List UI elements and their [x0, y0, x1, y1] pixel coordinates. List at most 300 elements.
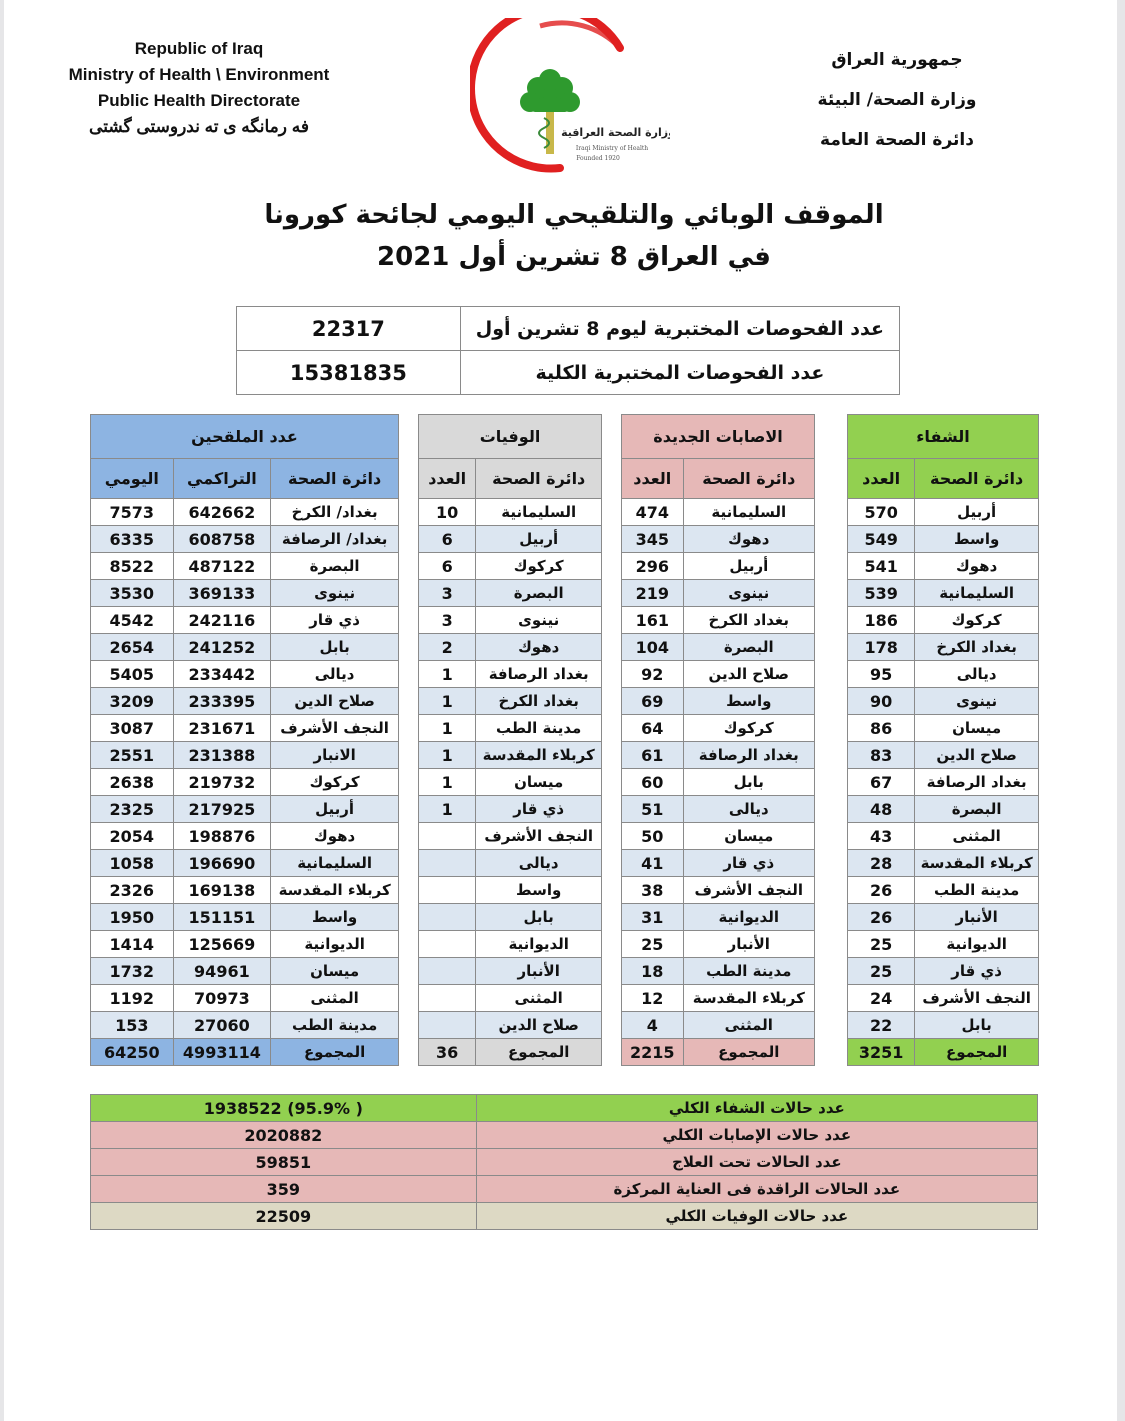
- cell-region: ديالى: [271, 661, 399, 688]
- recoveries-table: [847, 414, 1039, 1066]
- tests-row-total: [237, 351, 900, 395]
- table-row: [848, 796, 1039, 823]
- cell-region: ذي قار: [271, 607, 399, 634]
- table-row: [91, 661, 399, 688]
- cell-region: مدينة الطب: [271, 1012, 399, 1039]
- deaths-total-label: المجموع: [476, 1039, 602, 1066]
- cell-count: 25: [848, 958, 915, 985]
- header-kurdish-line: فه رمانگه ی ته ندروستی گشتی: [89, 117, 309, 136]
- table-row: [91, 904, 399, 931]
- deaths-title: الوفيات: [419, 415, 602, 459]
- table-row: [91, 850, 399, 877]
- cell-cumulative: 231671: [173, 715, 271, 742]
- table-row: [848, 715, 1039, 742]
- recoveries-total-label: المجموع: [915, 1039, 1039, 1066]
- cell-count: 1: [419, 769, 476, 796]
- cell-region: ديالى: [683, 796, 814, 823]
- cell-count: 1: [419, 715, 476, 742]
- cell-region: البصرة: [476, 580, 602, 607]
- table-row: [622, 823, 815, 850]
- cell-daily: 7573: [91, 499, 174, 526]
- table-row: [419, 1012, 602, 1039]
- table-row: [622, 769, 815, 796]
- header-english: [44, 36, 354, 140]
- cell-daily: 1414: [91, 931, 174, 958]
- table-row: [622, 499, 815, 526]
- cell-daily: 2654: [91, 634, 174, 661]
- cell-region: المثنى: [476, 985, 602, 1012]
- deaths-total-value: 36: [419, 1039, 476, 1066]
- recoveries-col-region: دائرة الصحة: [915, 459, 1039, 499]
- table-row: [419, 580, 602, 607]
- cell-count: 570: [848, 499, 915, 526]
- table-row: [91, 607, 399, 634]
- cell-count: 1: [419, 688, 476, 715]
- cell-count: 549: [848, 526, 915, 553]
- cell-region: دهوك: [271, 823, 399, 850]
- table-row: [419, 661, 602, 688]
- table-row: [622, 796, 815, 823]
- cell-region: واسط: [271, 904, 399, 931]
- table-row: [622, 553, 815, 580]
- header-arabic: [797, 40, 997, 160]
- cell-region: المثنى: [915, 823, 1039, 850]
- cell-count: 12: [622, 985, 684, 1012]
- vaccinated-total-label: المجموع: [271, 1039, 399, 1066]
- table-row: [848, 499, 1039, 526]
- table-row: [91, 688, 399, 715]
- cell-count: 4: [622, 1012, 684, 1039]
- cell-daily: 153: [91, 1012, 174, 1039]
- table-row: [622, 877, 815, 904]
- cell-daily: 2551: [91, 742, 174, 769]
- table-row: [91, 985, 399, 1012]
- cell-count: 3: [419, 607, 476, 634]
- recoveries-total-row: [848, 1039, 1039, 1066]
- cell-region: بغداد الكرخ: [683, 607, 814, 634]
- cell-region: كركوك: [915, 607, 1039, 634]
- tests-row-daily: [237, 307, 900, 351]
- cell-region: نينوى: [683, 580, 814, 607]
- cell-cumulative: 125669: [173, 931, 271, 958]
- cell-count: 86: [848, 715, 915, 742]
- report-title: [234, 194, 914, 278]
- tests-daily-value: 22317: [237, 307, 461, 351]
- vaccinated-col-cumulative: التراكمي: [173, 459, 271, 499]
- table-row: [622, 904, 815, 931]
- cell-cumulative: 242116: [173, 607, 271, 634]
- cell-count: [419, 850, 476, 877]
- cell-count: [419, 985, 476, 1012]
- cell-count: 539: [848, 580, 915, 607]
- table-row: [91, 526, 399, 553]
- cell-count: 41: [622, 850, 684, 877]
- cell-count: 25: [848, 931, 915, 958]
- cell-region: بغداد/ الكرخ: [271, 499, 399, 526]
- cell-count: 24: [848, 985, 915, 1012]
- cell-region: الديوانية: [476, 931, 602, 958]
- cell-cumulative: 27060: [173, 1012, 271, 1039]
- table-row: [419, 796, 602, 823]
- cell-count: 474: [622, 499, 684, 526]
- new-cases-col-count: العدد: [622, 459, 684, 499]
- cell-region: السليمانية: [476, 499, 602, 526]
- table-row: [622, 985, 815, 1012]
- table-row: [419, 742, 602, 769]
- cell-daily: 8522: [91, 553, 174, 580]
- table-row: [419, 526, 602, 553]
- cell-count: [419, 1012, 476, 1039]
- table-row: [91, 742, 399, 769]
- cell-count: 1: [419, 796, 476, 823]
- table-row: [622, 850, 815, 877]
- cell-cumulative: 198876: [173, 823, 271, 850]
- table-row: [848, 607, 1039, 634]
- cell-region: أربيل: [476, 526, 602, 553]
- cell-region: البصرة: [683, 634, 814, 661]
- table-row: [622, 931, 815, 958]
- cell-region: واسط: [476, 877, 602, 904]
- cell-region: صلاح الدين: [271, 688, 399, 715]
- cell-region: كربلاء المقدسة: [271, 877, 399, 904]
- cell-count: 541: [848, 553, 915, 580]
- new-cases-table: [621, 414, 815, 1066]
- cell-region: الأنبار: [683, 931, 814, 958]
- table-row: [622, 1012, 815, 1039]
- table-row: [848, 580, 1039, 607]
- header-ar-line-1: جمهورية العراق: [831, 50, 963, 70]
- table-row: [622, 661, 815, 688]
- cell-region: ميسان: [271, 958, 399, 985]
- cell-count: 296: [622, 553, 684, 580]
- cell-count: 104: [622, 634, 684, 661]
- table-row: [848, 877, 1039, 904]
- cell-daily: 5405: [91, 661, 174, 688]
- table-row: [622, 688, 815, 715]
- summary-row-total-deaths: [91, 1203, 1038, 1230]
- table-row: [848, 526, 1039, 553]
- table-row: [622, 742, 815, 769]
- cell-cumulative: 151151: [173, 904, 271, 931]
- table-row: [91, 553, 399, 580]
- cell-region: النجف الأشرف: [476, 823, 602, 850]
- table-row: [848, 958, 1039, 985]
- svg-text:Iraqi Ministry of Health: Iraqi Ministry of Health: [575, 145, 649, 152]
- cell-region: نينوى: [271, 580, 399, 607]
- cell-region: كركوك: [683, 715, 814, 742]
- recoveries-col-count: العدد: [848, 459, 915, 499]
- summary-row-total-recoveries: [91, 1095, 1038, 1122]
- ministry-logo-icon: [470, 18, 670, 178]
- cell-count: 178: [848, 634, 915, 661]
- cell-region: واسط: [683, 688, 814, 715]
- title-line-2: في العراق 8 تشرين أول 2021: [377, 242, 771, 272]
- table-row: [419, 850, 602, 877]
- tests-daily-label: عدد الفحوصات المختبرية ليوم 8 تشرين أول: [460, 307, 899, 351]
- cell-cumulative: 608758: [173, 526, 271, 553]
- vaccinated-total-cumulative: 4993114: [173, 1039, 271, 1066]
- table-row: [419, 499, 602, 526]
- cell-region: الديوانية: [683, 904, 814, 931]
- cell-region: ميسان: [476, 769, 602, 796]
- table-row: [848, 1012, 1039, 1039]
- cell-count: 31: [622, 904, 684, 931]
- cell-daily: 2325: [91, 796, 174, 823]
- cell-region: السليمانية: [683, 499, 814, 526]
- cell-region: دهوك: [476, 634, 602, 661]
- summary-table: [90, 1094, 1038, 1230]
- cell-cumulative: 169138: [173, 877, 271, 904]
- cell-count: 50: [622, 823, 684, 850]
- table-row: [848, 742, 1039, 769]
- cell-region: دهوك: [915, 553, 1039, 580]
- cell-region: بغداد الرصافة: [476, 661, 602, 688]
- cell-count: [419, 823, 476, 850]
- cell-count: 48: [848, 796, 915, 823]
- table-row: [91, 823, 399, 850]
- cell-daily: 1950: [91, 904, 174, 931]
- summary-row-under-treatment: [91, 1149, 1038, 1176]
- table-row: [848, 688, 1039, 715]
- cell-daily: 1192: [91, 985, 174, 1012]
- table-row: [848, 823, 1039, 850]
- cell-cumulative: 233442: [173, 661, 271, 688]
- table-row: [848, 634, 1039, 661]
- summary-label: عدد حالات الإصابات الكلي: [476, 1122, 1037, 1149]
- title-line-1: الموقف الوبائي والتلقيحي اليومي لجائحة كورونا: [264, 200, 884, 230]
- cell-region: البصرة: [271, 553, 399, 580]
- table-row: [419, 553, 602, 580]
- summary-label: عدد الحالات تحت العلاج: [476, 1149, 1037, 1176]
- cell-count: [419, 904, 476, 931]
- summary-value: 359: [91, 1176, 477, 1203]
- cell-region: كربلاء المقدسة: [915, 850, 1039, 877]
- table-row: [419, 958, 602, 985]
- cell-count: 92: [622, 661, 684, 688]
- new-cases-total-row: [622, 1039, 815, 1066]
- cell-count: [419, 958, 476, 985]
- table-row: [848, 769, 1039, 796]
- table-row: [91, 715, 399, 742]
- cell-region: ديالى: [915, 661, 1039, 688]
- cell-count: 186: [848, 607, 915, 634]
- cell-region: بابل: [271, 634, 399, 661]
- table-row: [848, 553, 1039, 580]
- cell-cumulative: 217925: [173, 796, 271, 823]
- cell-region: بغداد/ الرصافة: [271, 526, 399, 553]
- cell-region: النجف الأشرف: [271, 715, 399, 742]
- cell-region: كربلاء المقدسة: [683, 985, 814, 1012]
- table-row: [91, 634, 399, 661]
- recoveries-title: الشفاء: [848, 415, 1039, 459]
- cell-count: 25: [622, 931, 684, 958]
- table-row: [91, 958, 399, 985]
- deaths-col-region: دائرة الصحة: [476, 459, 602, 499]
- vaccinated-col-daily: اليومي: [91, 459, 174, 499]
- new-cases-title: الاصابات الجديدة: [622, 415, 815, 459]
- cell-count: 3: [419, 580, 476, 607]
- cell-count: [419, 877, 476, 904]
- cell-region: نينوى: [915, 688, 1039, 715]
- cell-cumulative: 70973: [173, 985, 271, 1012]
- header-ar-line-3: دائرة الصحة العامة: [820, 130, 974, 150]
- cell-region: الديوانية: [915, 931, 1039, 958]
- table-row: [419, 904, 602, 931]
- cell-daily: 2054: [91, 823, 174, 850]
- cell-region: المثنى: [683, 1012, 814, 1039]
- cell-region: بغداد الرصافة: [915, 769, 1039, 796]
- cell-daily: 2638: [91, 769, 174, 796]
- cell-count: 61: [622, 742, 684, 769]
- cell-cumulative: 196690: [173, 850, 271, 877]
- cell-region: أربيل: [271, 796, 399, 823]
- table-row: [91, 769, 399, 796]
- cell-count: [419, 931, 476, 958]
- cell-region: أربيل: [915, 499, 1039, 526]
- cell-region: ذي قار: [476, 796, 602, 823]
- cell-region: بابل: [683, 769, 814, 796]
- cell-region: ميسان: [683, 823, 814, 850]
- cell-region: البصرة: [915, 796, 1039, 823]
- table-row: [848, 661, 1039, 688]
- summary-value: 22509: [91, 1203, 477, 1230]
- cell-count: 95: [848, 661, 915, 688]
- cell-count: 219: [622, 580, 684, 607]
- header-ar-line-2: وزارة الصحة/ البيئة: [817, 90, 977, 110]
- cell-daily: 6335: [91, 526, 174, 553]
- cell-region: مدينة الطب: [915, 877, 1039, 904]
- tests-total-label: عدد الفحوصات المختبرية الكلية: [460, 351, 899, 395]
- table-row: [622, 580, 815, 607]
- table-row: [419, 688, 602, 715]
- cell-cumulative: 487122: [173, 553, 271, 580]
- cell-region: الانبار: [271, 742, 399, 769]
- cell-daily: 3530: [91, 580, 174, 607]
- cell-region: مدينة الطب: [476, 715, 602, 742]
- cell-count: 26: [848, 904, 915, 931]
- svg-text:Founded 1920: Founded 1920: [576, 155, 620, 162]
- cell-region: بغداد الكرخ: [476, 688, 602, 715]
- vaccinated-title: عدد الملقحين: [91, 415, 399, 459]
- table-row: [419, 769, 602, 796]
- cell-region: ذي قار: [683, 850, 814, 877]
- svg-text:وزارة الصحة العراقية: وزارة الصحة العراقية: [561, 126, 670, 139]
- cell-region: نينوى: [476, 607, 602, 634]
- deaths-total-row: [419, 1039, 602, 1066]
- summary-row-total-cases: [91, 1122, 1038, 1149]
- cell-region: ذي قار: [915, 958, 1039, 985]
- summary-label: عدد حالات الشفاء الكلي: [476, 1095, 1037, 1122]
- cell-region: المثنى: [271, 985, 399, 1012]
- cell-count: 18: [622, 958, 684, 985]
- cell-count: 6: [419, 526, 476, 553]
- cell-region: بغداد الكرخ: [915, 634, 1039, 661]
- table-row: [622, 634, 815, 661]
- vaccinated-table: [90, 414, 399, 1066]
- table-row: [419, 607, 602, 634]
- cell-count: 10: [419, 499, 476, 526]
- cell-region: السليمانية: [915, 580, 1039, 607]
- summary-value: 2020882: [91, 1122, 477, 1149]
- cell-count: 345: [622, 526, 684, 553]
- summary-row-icu: [91, 1176, 1038, 1203]
- new-cases-total-value: 2215: [622, 1039, 684, 1066]
- ministry-logo: [470, 18, 670, 178]
- cell-daily: 4542: [91, 607, 174, 634]
- header-en-line-3: Public Health Directorate: [97, 91, 301, 110]
- cell-daily: 1732: [91, 958, 174, 985]
- table-row: [419, 877, 602, 904]
- table-row: [848, 931, 1039, 958]
- cell-count: 67: [848, 769, 915, 796]
- cell-region: صلاح الدين: [476, 1012, 602, 1039]
- cell-region: النجف الأشرف: [683, 877, 814, 904]
- table-row: [91, 580, 399, 607]
- cell-region: السليمانية: [271, 850, 399, 877]
- cell-count: 22: [848, 1012, 915, 1039]
- summary-value: 59851: [91, 1149, 477, 1176]
- cell-region: كربلاء المقدسة: [476, 742, 602, 769]
- cell-region: ديالى: [476, 850, 602, 877]
- cell-count: 64: [622, 715, 684, 742]
- cell-cumulative: 642662: [173, 499, 271, 526]
- summary-value: ( 95.9%) 1938522: [91, 1095, 477, 1122]
- new-cases-col-region: دائرة الصحة: [683, 459, 814, 499]
- cell-region: الأنبار: [476, 958, 602, 985]
- cell-count: 69: [622, 688, 684, 715]
- new-cases-total-label: المجموع: [683, 1039, 814, 1066]
- cell-daily: 3087: [91, 715, 174, 742]
- table-row: [848, 904, 1039, 931]
- summary-label: عدد الحالات الراقدة فى العناية المركزة: [476, 1176, 1037, 1203]
- table-row: [419, 985, 602, 1012]
- cell-count: 1: [419, 661, 476, 688]
- table-row: [419, 823, 602, 850]
- cell-cumulative: 94961: [173, 958, 271, 985]
- lab-tests-table: [236, 306, 900, 395]
- cell-cumulative: 241252: [173, 634, 271, 661]
- cell-count: 2: [419, 634, 476, 661]
- table-row: [419, 634, 602, 661]
- cell-count: 43: [848, 823, 915, 850]
- cell-daily: 2326: [91, 877, 174, 904]
- vaccinated-col-region: دائرة الصحة: [271, 459, 399, 499]
- cell-count: 28: [848, 850, 915, 877]
- table-row: [622, 607, 815, 634]
- cell-region: الأنبار: [915, 904, 1039, 931]
- recoveries-total-value: 3251: [848, 1039, 915, 1066]
- table-row: [419, 715, 602, 742]
- document-page: [4, 0, 1117, 1421]
- header-en-line-1: Republic of Iraq: [134, 39, 264, 58]
- cell-region: كركوك: [476, 553, 602, 580]
- deaths-col-count: العدد: [419, 459, 476, 499]
- table-row: [419, 931, 602, 958]
- cell-region: كركوك: [271, 769, 399, 796]
- cell-region: ميسان: [915, 715, 1039, 742]
- cell-count: 90: [848, 688, 915, 715]
- table-row: [91, 796, 399, 823]
- header-en-line-2: Ministry of Health \ Environment: [68, 65, 330, 84]
- cell-count: 38: [622, 877, 684, 904]
- table-row: [91, 1012, 399, 1039]
- cell-count: 6: [419, 553, 476, 580]
- cell-daily: 3209: [91, 688, 174, 715]
- cell-region: النجف الأشرف: [915, 985, 1039, 1012]
- cell-cumulative: 369133: [173, 580, 271, 607]
- cell-count: 26: [848, 877, 915, 904]
- vaccinated-total-daily: 64250: [91, 1039, 174, 1066]
